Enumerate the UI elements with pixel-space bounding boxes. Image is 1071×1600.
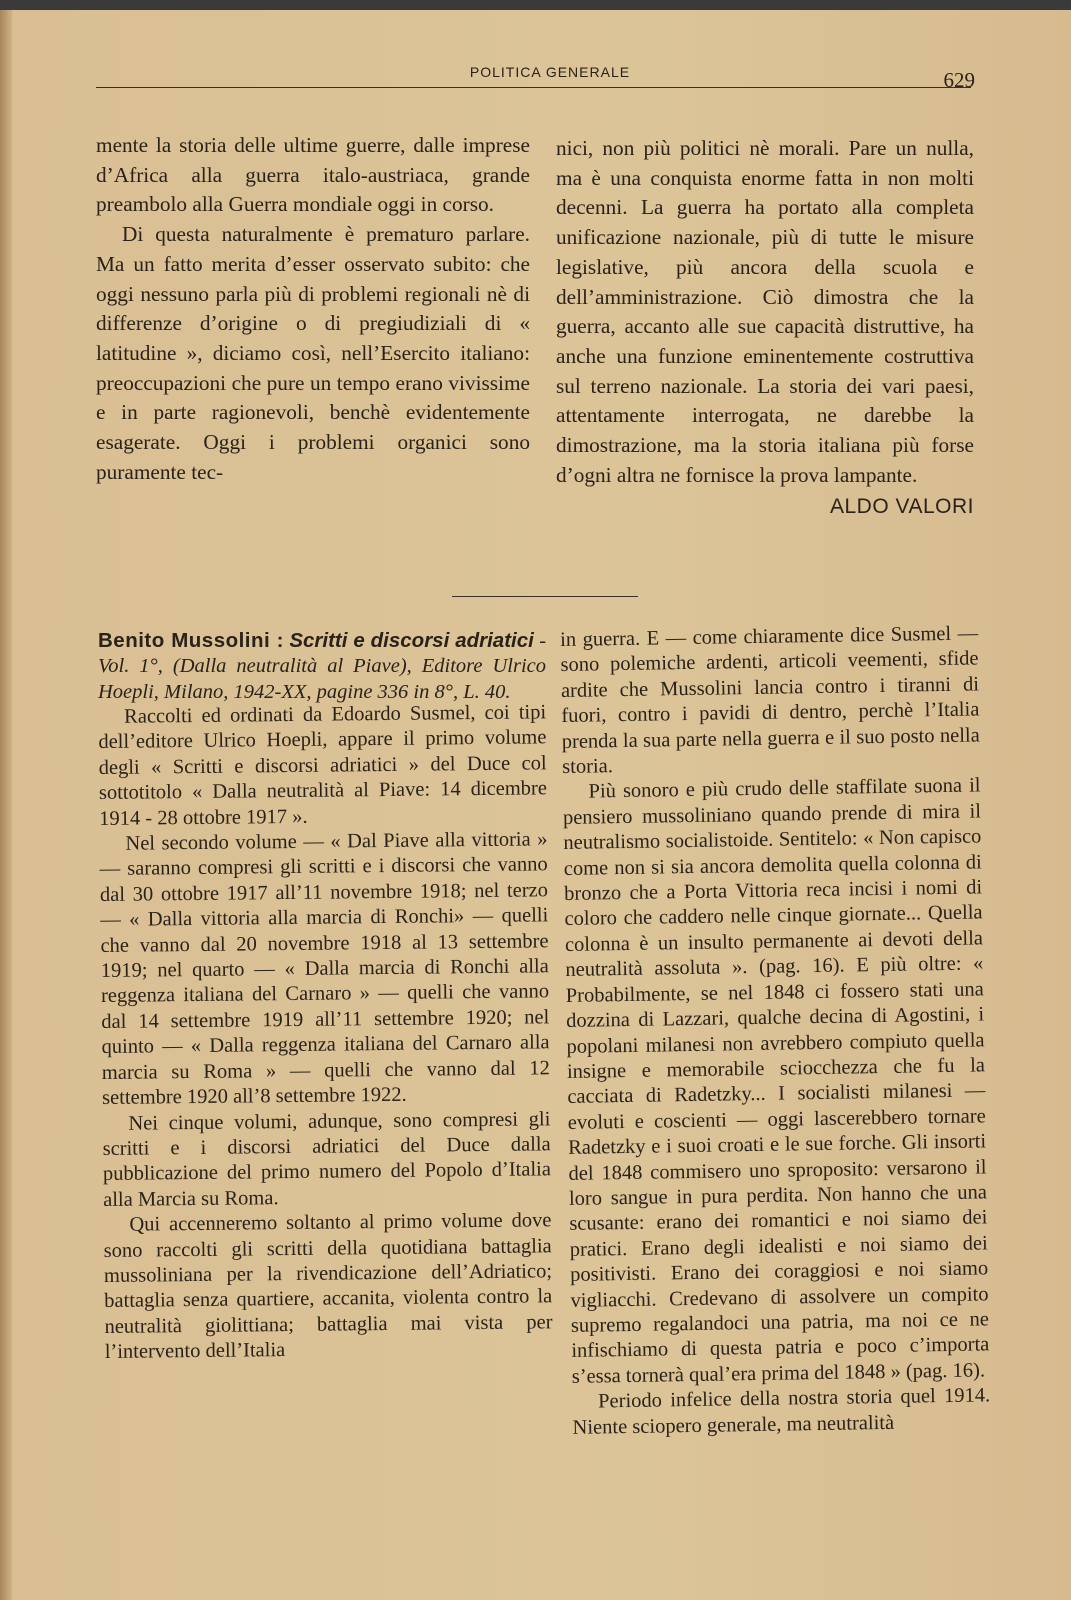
- review-right-column: [560, 621, 991, 1440]
- scan-top-edge: [0, 0, 1071, 10]
- article-paragraph: mente la storia delle ultime guerre, dalle imprese d’Africa alla guerra italo-austriaca, grande preambolo alla Guerra mondiale oggi in corso.: [96, 133, 530, 217]
- page-number: 629: [943, 68, 975, 92]
- review-title: Scritti e discorsi adriatici: [289, 629, 534, 652]
- review-paragraph: Raccolti ed ordinati da Edoardo Susmel, coi tipi dell’editore Ulrico Hoepli, appare il primo volume degli « Scritti e discorsi adriatici » del Duce col sottotitolo « Dalla neutralità al Piave: 14 dicembre 1914 - 28 ottobre 1917 ».: [98, 701, 548, 830]
- article-left-column: [96, 131, 530, 487]
- review-paragraph: Periodo infelice della nostra storia quel 1914. Niente sciopero generale, ma neutralità: [572, 1384, 991, 1439]
- running-head: POLITICA GENERALE: [469, 64, 631, 80]
- review-citation: [98, 628, 546, 705]
- article-paragraph: Di questa naturalmente è prematuro parlare. Ma un fatto merita d’esser osservato subito: che oggi nessuno parla più di problemi regionali nè di differenze d’origine o di pregiudiziali di « latitudine », diciamo così, nell’Esercito italiano: preoccupazioni che pure un tempo erano vivissime e in parte ragionevoli, benchè evidentemente esagerate. Oggi i problemi organici sono puramente tec-: [96, 222, 530, 484]
- review-paragraph: Nei cinque volumi, adunque, sono compresi gli scritti e i discorsi adriatici del Duce dalla pubblicazione del primo numero del Popolo d’Italia alla Marcia su Roma.: [102, 1108, 552, 1211]
- section-divider: [452, 596, 638, 597]
- review-paragraph: Nel secondo volume — « Dal Piave alla vittoria » — saranno compresi gli scritti e i discorsi che vanno dal 30 ottobre 1917 all’11 novembre 1918; nel terzo — « Dalla vittoria alla marcia di Ronchi» — quelli che vanno dal 20 novembre 1918 al 13 settembre 1919; nel quarto — « Dalla marcia di Ronchi alla reggenza italiana del Carnaro » — quelli che vanno dal 14 settembre 1919 all’11 settembre 1920; nel quinto — « Dalla reggenza italiana del Carnaro alla marcia su Roma » — quelli che vanno dal 12 settembre 1920 all’8 settembre 1922.: [99, 828, 550, 1110]
- author-signature: ALDO VALORI: [830, 495, 974, 519]
- review-paragraph: in guerra. E — come chiaramente dice Susmel — sono polemiche ardenti, articoli veementi, sfide ardite che Mussolini lancia contro i tiranni di fuori, contro i pavidi di dentro, perchè l’Italia prenda la sua parte nella guerra e il suo posto nella storia.: [560, 622, 980, 779]
- review-paragraph: Qui accenneremo soltanto al primo volume dove sono raccolti gli scritti della quotidiana battaglia mussoliniana per la rivendicazione dell’Adriatico; battaglia senza quartiere, accanita, violenta contro la neutralità giolittiana; battaglia mai vista per l’intervento dell’Italia: [103, 1209, 553, 1364]
- review-left-body: [98, 701, 553, 1366]
- page-gutter: [0, 10, 12, 1600]
- review-details: - Vol. 1°, (Dalla neutralità al Piave), Editore Ulrico Hoepli, Milano, 1942-XX, pagine 336 in 8°, L. 40.: [98, 630, 547, 703]
- article-right-column: [556, 134, 974, 522]
- header-rule: [96, 87, 971, 88]
- review-left-column: [98, 628, 553, 1366]
- review-author: Benito Mussolini :: [98, 629, 284, 652]
- review-paragraph: Più sonoro e più crudo delle staffilate suona il pensiero mussoliniano quando prende di mira il neutralismo socialistoide. Sentitelo: « Non capisco come non si sia ancora demolita quella colonna di bronzo che a Porta Vittoria reca incisi i nomi di coloro che caddero nelle cinque giornate... Quella colonna è un insulto permanente ai devoti della neutralità assoluta ». (pag. 16). E più oltre: « Probabilmente, se nel 1848 ci fossero stati una dozzina di Lazzari, qualche decina di Agostini, i popolani milanesi non avrebbero compiuto quella insigne e memorabile sciocchezza che fu la cacciata di Radetzky... I socialisti milanesi — evoluti e coscienti — oggi lascerebbero tornare Radetzky e i suoi croati e le sue forche. Gli insorti del 1848 commisero uno sproposito: versarono il loro sangue in pura perdita. Non hanno che una scusante: erano dei romantici e noi siamo dei pratici. Erano degli idealisti e noi siamo dei positivisti. Erano dei coraggiosi e noi siamo vigliacchi. Credevano di assolvere un compito supremo regalandoci una patria, ma noi ce ne infischiamo di questa patria e poco c’importa s’essa tornerà qual’era prima del 1848 » (pag. 16).: [562, 774, 990, 1388]
- article-paragraph: nici, non più politici nè morali. Pare un nulla, ma è una conquista enorme fatta in non molti decenni. La guerra ha portato alla completa unificazione nazionale, più di tutte le misure legislative, più ancora della scuola e dell’amministrazione. Ciò dimostra che la guerra, accanto alle sue capacità distruttive, ha anche una funzione eminentemente costruttiva sul terreno nazionale. La storia dei vari paesi, attentamente interrogata, ne darebbe la dimostrazione, ma la storia italiana più forse d’ogni altra ne fornisce la prova lampante.: [556, 136, 974, 487]
